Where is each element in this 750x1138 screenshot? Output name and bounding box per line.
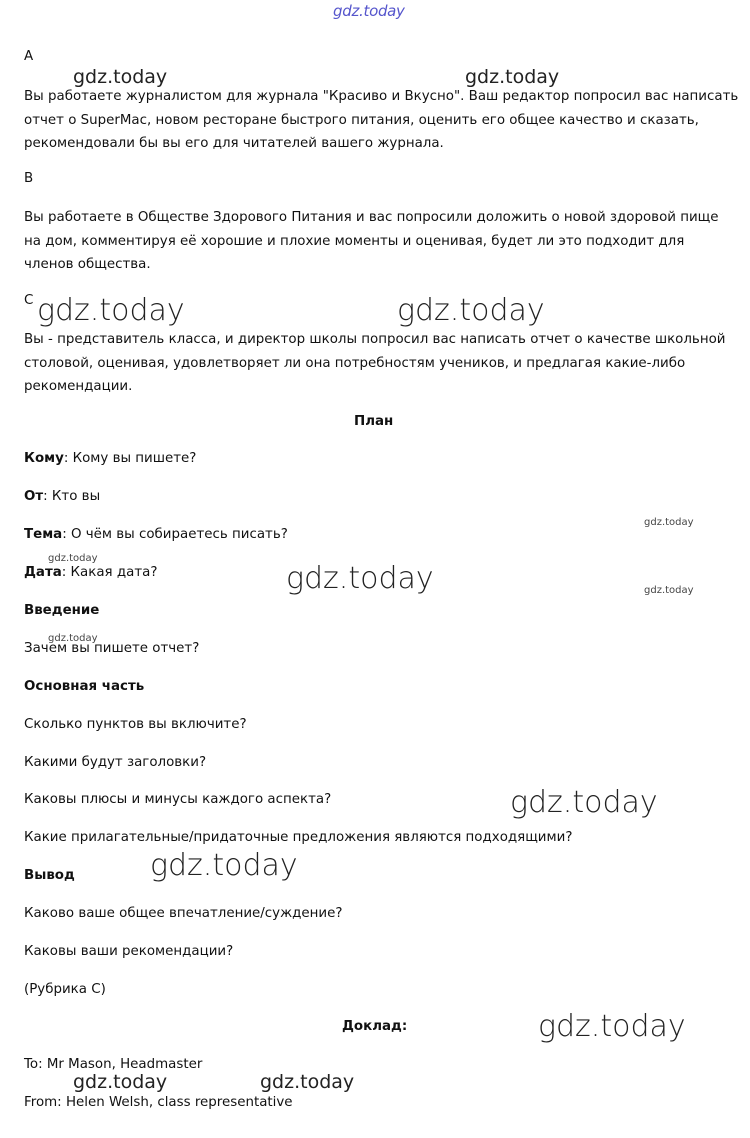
watermark: gdz.today [397, 293, 545, 328]
section-a-line: Вы работаете журналистом для журнала "Красиво и Вкусно". Ваш редактор попросил вас написать [24, 89, 739, 104]
watermark: gdz.today [286, 561, 434, 596]
watermark: gdz.today [48, 633, 98, 644]
main-question-2: Какими будут заголовки? [24, 755, 207, 770]
plan-from-text: : Кто вы [43, 489, 101, 504]
watermark: gdz.today [538, 1009, 686, 1044]
plan-topic [24, 527, 288, 542]
watermark-top: gdz.today [333, 2, 405, 20]
conclusion-question-2: Каковы ваши рекомендации? [24, 944, 234, 959]
rubric-label: (Рубрика С) [24, 982, 106, 997]
watermark: gdz.today [644, 517, 694, 528]
section-b-letter: B [24, 171, 34, 186]
plan-to-text: : Кому вы пишете? [63, 451, 197, 466]
section-a-line: отчет о SuperMac, новом ресторане быстрого питания, оценить его общее качество и сказать, [24, 112, 699, 128]
watermark: gdz.today [48, 553, 98, 564]
watermark: gdz.today [73, 1071, 168, 1093]
main-question-3: Каковы плюсы и минусы каждого аспекта? [24, 792, 332, 807]
plan-date-text: : Какая дата? [61, 565, 158, 580]
section-b-text [24, 206, 724, 277]
section-c-text [24, 328, 724, 399]
plan-title: План [354, 414, 394, 429]
section-c-line: столовой, оценивая, удовлетворяет ли она потребностям учеников, и предлагая какие-либо [24, 355, 686, 371]
conclusion-question-1: Каково ваше общее впечатление/суждение? [24, 906, 343, 921]
plan-from [24, 489, 100, 504]
report-to-line: To: Mr Mason, Headmaster [24, 1057, 203, 1072]
main-question-4: Какие прилагательные/придаточные предложения являются подходящими? [24, 830, 573, 845]
plan-to-label: Кому [24, 451, 64, 466]
section-b-line: Вы работаете в Обществе Здорового Питания и вас попросили доложить о новой здоровой пище [24, 210, 719, 225]
plan-date [24, 565, 157, 580]
section-c-line: Вы - представитель класса, и директор школы попросил вас написать отчет о качестве школьной [24, 332, 726, 347]
watermark: gdz.today [37, 293, 185, 328]
watermark: gdz.today [644, 585, 694, 596]
intro-question: Зачем вы пишете отчет? [24, 641, 200, 656]
watermark: gdz.today [73, 66, 168, 88]
report-from-line: From: Helen Welsh, class representative [24, 1095, 293, 1110]
watermark: gdz.today [465, 66, 560, 88]
intro-heading: Введение [24, 603, 100, 618]
section-a-letter: A [24, 49, 34, 64]
plan-to [24, 451, 196, 466]
report-title: Доклад: [342, 1019, 408, 1034]
main-question-1: Сколько пунктов вы включите? [24, 717, 247, 732]
section-a-text [24, 85, 739, 156]
main-heading: Основная часть [24, 679, 145, 694]
plan-topic-label: Тема [24, 527, 63, 542]
section-c-line: рекомендации. [24, 379, 133, 394]
plan-from-label: От [24, 489, 44, 504]
section-b-line: членов общества. [24, 257, 151, 272]
section-a-line: рекомендовали бы вы его для читателей вашего журнала. [24, 136, 444, 151]
section-b-line: на дом, комментируя её хорошие и плохие моменты и оценивая, будет ли это подходит для [24, 233, 685, 249]
watermark: gdz.today [260, 1071, 355, 1093]
conclusion-heading: Вывод [24, 868, 75, 883]
watermark: gdz.today [510, 785, 658, 820]
plan-date-label: Дата [24, 565, 62, 580]
plan-topic-text: : О чём вы собираетесь писать? [62, 527, 288, 542]
watermark: gdz.today [150, 848, 298, 883]
section-c-letter: C [24, 293, 34, 308]
